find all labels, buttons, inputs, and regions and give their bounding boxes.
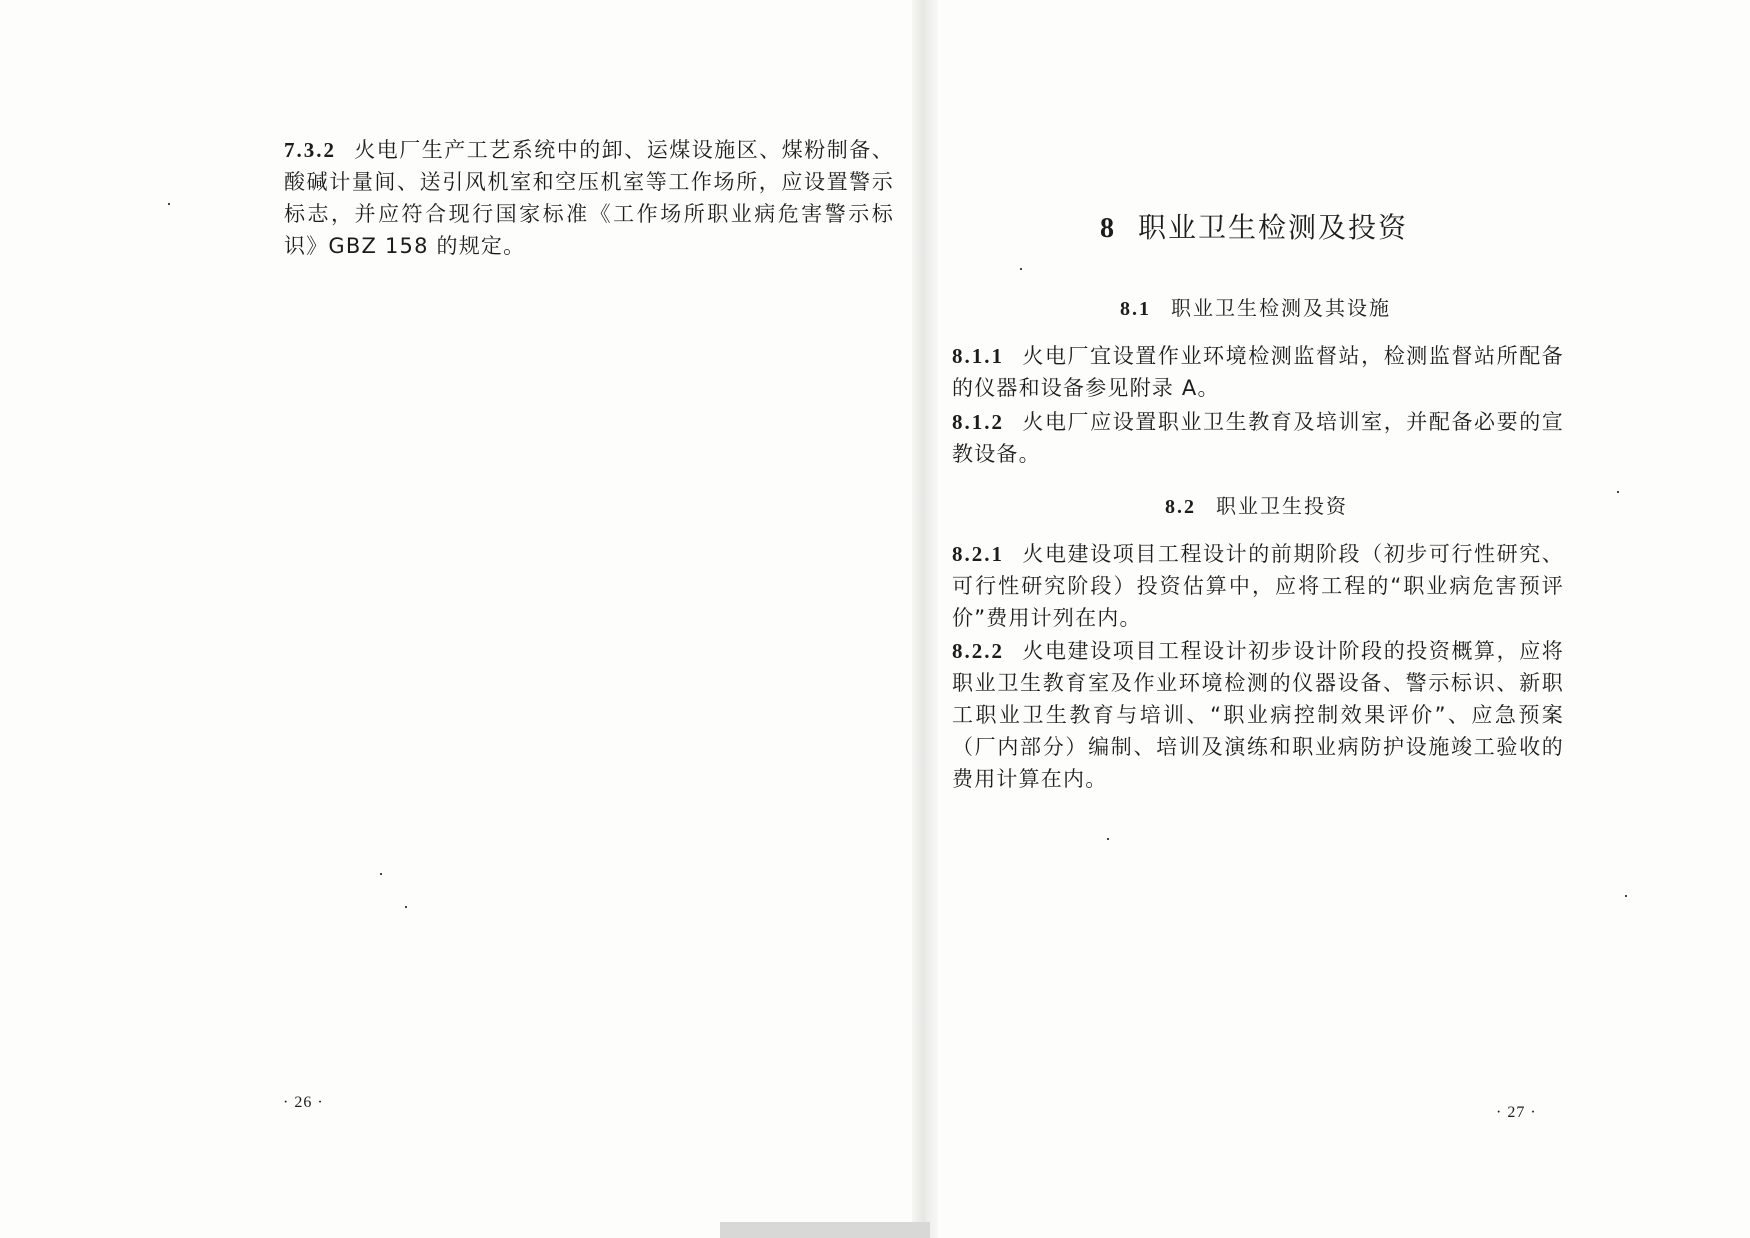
chapter-number: 8 [1100, 213, 1116, 244]
scan-speck [405, 906, 407, 908]
chapter-title-text: 职业卫生检测及投资 [1138, 211, 1409, 244]
section-title-text: 职业卫生投资 [1216, 494, 1348, 518]
clause-number: 8.1.1 [952, 344, 1004, 368]
section-number: 8.2 [1165, 496, 1196, 518]
page-number-right: · 27 · [1496, 1104, 1537, 1121]
clause-number: 8.1.2 [952, 410, 1004, 434]
section-title-8-2 [1165, 490, 1348, 519]
clause-8-2-1 [952, 538, 1564, 634]
scan-speck [1617, 491, 1619, 493]
clause-number: 7.3.2 [284, 138, 336, 162]
clause-number: 8.2.1 [952, 542, 1004, 566]
scan-speck [1020, 268, 1022, 270]
scan-speck [380, 873, 382, 875]
chapter-title [1100, 206, 1408, 246]
book-gutter [912, 0, 938, 1238]
clause-text: 火电建设项目工程设计初步设计阶段的投资概算，应将职业卫生教育室及作业环境检测的仪器设备、警示标识、新职工职业卫生教育与培训、“职业病控制效果评价”、应急预案（厂内部分）编制、培训及演练和职业病防护设施竣工验收的费用计算在内。 [952, 639, 1564, 791]
clause-text: 火电厂生产工艺系统中的卸、运煤设施区、煤粉制备、酸碱计量间、送引风机室和空压机室等工作场所，应设置警示标志，并应符合现行国家标准《工作场所职业病危害警示标识》GBZ 158 的规定。 [284, 138, 894, 258]
section-number: 8.1 [1120, 298, 1151, 320]
scan-speck [1625, 895, 1627, 897]
clause-8-1-2 [952, 406, 1564, 470]
clause-7-3-2 [284, 134, 894, 262]
clause-8-1-1 [952, 340, 1564, 404]
section-title-text: 职业卫生检测及其设施 [1171, 296, 1391, 320]
scan-speck [1107, 838, 1109, 840]
page-number-left: · 26 · [283, 1094, 324, 1111]
section-title-8-1 [1120, 292, 1391, 321]
scan-edge-strip [720, 1222, 930, 1238]
clause-text: 火电厂宜设置作业环境检测监督站，检测监督站所配备的仪器和设备参见附录 A。 [952, 344, 1564, 400]
clause-8-2-2 [952, 635, 1564, 795]
clause-text: 火电厂应设置职业卫生教育及培训室，并配备必要的宣教设备。 [952, 410, 1564, 466]
clause-number: 8.2.2 [952, 639, 1004, 663]
clause-text: 火电建设项目工程设计的前期阶段（初步可行性研究、可行性研究阶段）投资估算中，应将工程的“职业病危害预评价”费用计列在内。 [952, 542, 1564, 630]
scan-speck [168, 203, 170, 205]
